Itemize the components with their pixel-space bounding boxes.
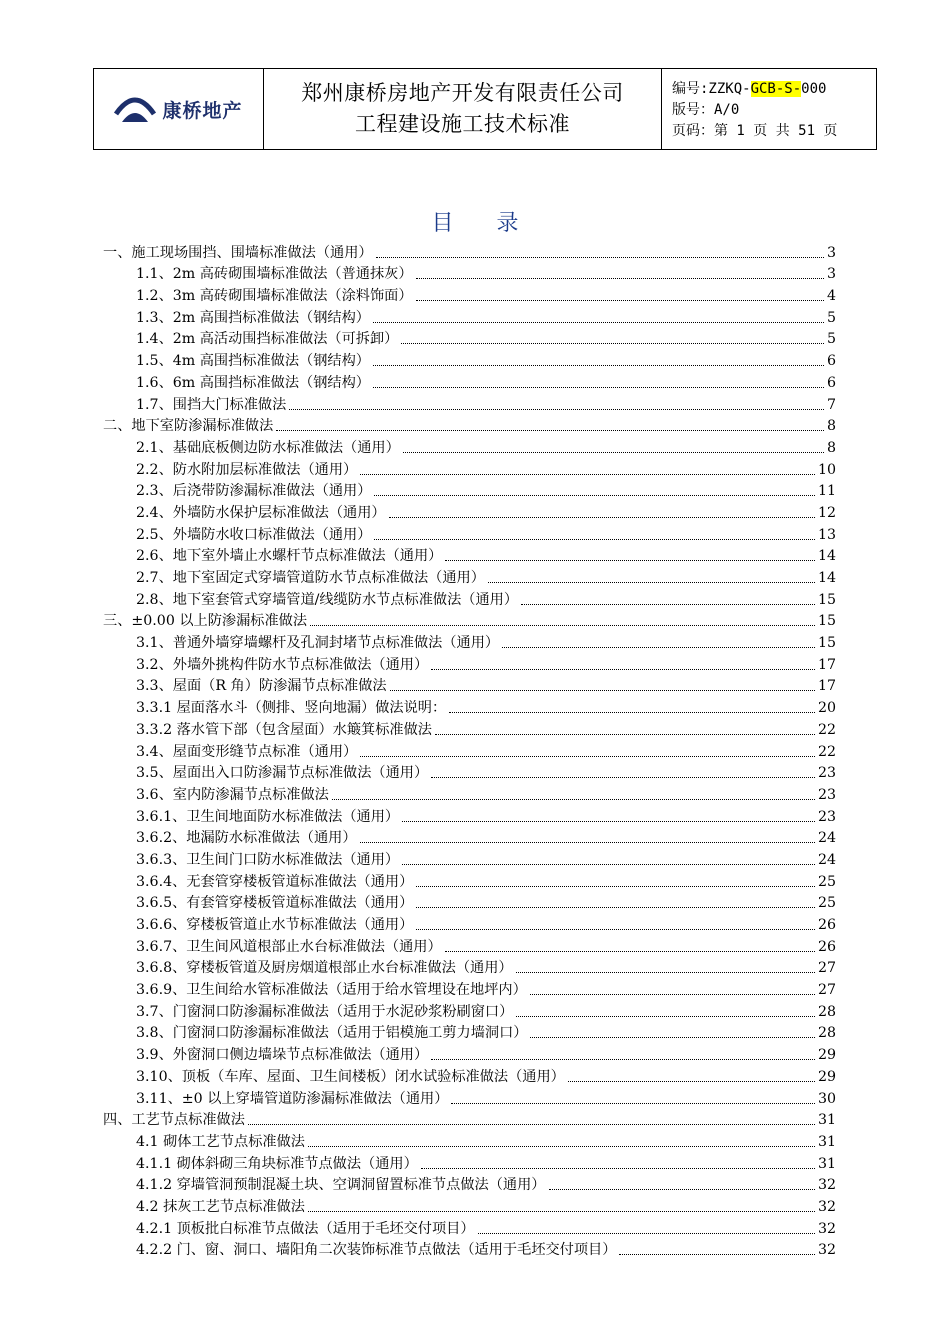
toc-entry[interactable] bbox=[103, 435, 836, 457]
toc-entry[interactable] bbox=[103, 522, 836, 544]
toc-entry[interactable] bbox=[103, 1108, 836, 1130]
toc-leader-dots bbox=[521, 604, 815, 605]
toc-entry-page: 23 bbox=[817, 786, 836, 803]
document-code: 编号:ZZKQ-GCB-S-000 bbox=[672, 81, 827, 97]
toc-entry[interactable] bbox=[103, 934, 836, 956]
code-highlight: GCB-S- bbox=[750, 81, 802, 97]
toc-leader-dots bbox=[502, 647, 815, 648]
toc-entry-title: 3.3.1 屋面落水斗（侧排、竖向地漏）做法说明： bbox=[136, 700, 447, 717]
toc-entry-title: 2.7、地下室固定式穿墙管道防水节点标准做法（通用） bbox=[136, 570, 485, 586]
toc-leader-dots bbox=[360, 842, 815, 843]
toc-entry-title: 1.7、围挡大门标准做法 bbox=[136, 396, 287, 413]
toc-leader-dots bbox=[308, 1146, 815, 1147]
toc-leader-dots bbox=[516, 1016, 815, 1017]
toc-entry-title: 4.2.1 顶板批白标准节点做法（适用于毛坯交付项目） bbox=[136, 1220, 475, 1237]
toc-entry-page: 27 bbox=[817, 960, 836, 977]
toc-entry-page: 10 bbox=[817, 461, 836, 478]
toc-entry[interactable] bbox=[103, 327, 836, 349]
toc-entry-title: 3.6.5、有套管穿楼板管道标准做法（通用） bbox=[136, 895, 414, 912]
toc-entry[interactable] bbox=[103, 1042, 836, 1064]
toc-entry-title: 一、施工现场围挡、围墙标准做法（通用） bbox=[103, 244, 373, 261]
toc-entry[interactable] bbox=[103, 587, 836, 609]
toc-entry-page: 20 bbox=[817, 700, 836, 717]
toc-entry-page: 8 bbox=[826, 418, 836, 435]
toc-entry-page: 25 bbox=[817, 895, 836, 912]
toc-entry-title: 2.1、基础底板侧边防水标准做法（通用） bbox=[136, 439, 400, 456]
toc-leader-dots bbox=[416, 886, 815, 887]
toc-entry-page: 24 bbox=[817, 851, 836, 868]
toc-entry-page: 5 bbox=[826, 331, 836, 348]
toc-entry[interactable] bbox=[103, 1216, 836, 1238]
toc-entry[interactable] bbox=[103, 500, 836, 522]
toc-leader-dots bbox=[403, 452, 824, 453]
toc-entry[interactable] bbox=[103, 652, 836, 674]
toc-entry-page: 13 bbox=[817, 526, 836, 543]
toc-entry[interactable] bbox=[103, 739, 836, 761]
toc-leader-dots bbox=[449, 712, 815, 713]
toc-entry-page: 8 bbox=[826, 439, 836, 456]
toc-entry-title: 3.9、外窗洞口侧边墙垛节点标准做法（通用） bbox=[136, 1047, 429, 1064]
toc-entry-page: 14 bbox=[817, 570, 836, 586]
toc-entry-page: 23 bbox=[817, 765, 836, 782]
company-logo bbox=[94, 69, 264, 149]
document-version: 版号：A/0 bbox=[672, 102, 740, 118]
toc-entry[interactable] bbox=[103, 891, 836, 913]
toc-entry-page: 32 bbox=[817, 1198, 836, 1215]
toc-entry-title: 2.5、外墙防水收口标准做法（通用） bbox=[136, 526, 372, 543]
toc-entry-page: 6 bbox=[826, 374, 836, 391]
toc-entry-page: 31 bbox=[817, 1112, 836, 1129]
toc-entry[interactable] bbox=[103, 1238, 836, 1260]
toc-entry-title: 3.10、顶板（车库、屋面、卫生间楼板）闭水试验标准做法（通用） bbox=[136, 1068, 565, 1085]
toc-entry-page: 31 bbox=[817, 1133, 836, 1150]
toc-leader-dots bbox=[516, 972, 815, 973]
document-header bbox=[93, 68, 877, 150]
toc-entry[interactable] bbox=[103, 826, 836, 848]
toc-entry[interactable] bbox=[103, 609, 836, 631]
toc-leader-dots bbox=[310, 625, 815, 626]
toc-leader-dots bbox=[389, 517, 815, 518]
toc-entry[interactable] bbox=[103, 782, 836, 804]
toc-entry-title: 3.6、室内防渗漏节点标准做法 bbox=[136, 786, 329, 803]
toc-leader-dots bbox=[416, 300, 824, 301]
toc-entry-title: 3.6.7、卫生间风道根部止水台标准做法（通用） bbox=[136, 938, 442, 955]
toc-entry-title: 1.5、4m 高围挡标准做法（钢结构） bbox=[136, 353, 370, 370]
toc-leader-dots bbox=[445, 951, 815, 952]
toc-entry-title: 1.2、3m 高砖砌围墙标准做法（涂料饰面） bbox=[136, 288, 413, 305]
toc-entry-title: 3.4、屋面变形缝节点标准（通用） bbox=[136, 743, 358, 760]
toc-leader-dots bbox=[373, 322, 824, 323]
toc-entry[interactable] bbox=[103, 1173, 836, 1195]
toc-entry-title: 4.1 砌体工艺节点标准做法 bbox=[136, 1133, 305, 1150]
toc-entry-title: 2.3、后浇带防渗漏标准做法（通用） bbox=[136, 483, 372, 500]
toc-entry-page: 28 bbox=[817, 1003, 836, 1020]
toc-entry[interactable] bbox=[103, 1086, 836, 1108]
toc-leader-dots bbox=[373, 387, 824, 388]
toc-entry-page: 32 bbox=[817, 1177, 836, 1194]
toc-entry-title: 3.3、屋面（R 角）防渗漏节点标准做法 bbox=[136, 678, 387, 695]
toc-entry-page: 22 bbox=[817, 721, 836, 738]
toc-leader-dots bbox=[568, 1081, 815, 1082]
toc-leader-dots bbox=[478, 1233, 815, 1234]
toc-leader-dots bbox=[360, 474, 815, 475]
toc-entry-title: 4.1.1 砌体斜砌三角块标准节点做法（通用） bbox=[136, 1155, 418, 1172]
toc-entry-page: 27 bbox=[817, 982, 836, 999]
toc-entry[interactable] bbox=[103, 956, 836, 978]
toc-entry-title: 3.5、屋面出入口防渗漏节点标准做法（通用） bbox=[136, 765, 429, 782]
toc-entry-title: 3.6.1、卫生间地面防水标准做法（通用） bbox=[136, 808, 400, 825]
toc-leader-dots bbox=[360, 756, 815, 757]
toc-entry-title: 1.3、2m 高围挡标准做法（钢结构） bbox=[136, 309, 370, 326]
toc-entry-page: 15 bbox=[817, 635, 836, 652]
toc-entry-title: 三、±0.00 以上防渗漏标准做法 bbox=[103, 613, 308, 630]
toc-entry-title: 3.6.3、卫生间门口防水标准做法（通用） bbox=[136, 851, 400, 868]
document-title: 工程建设施工技术标准 bbox=[355, 112, 570, 136]
toc-entry-title: 1.4、2m 高活动围挡标准做法（可拆卸） bbox=[136, 331, 399, 348]
toc-entry-page: 11 bbox=[817, 483, 836, 500]
toc-entry[interactable] bbox=[103, 479, 836, 501]
toc-leader-dots bbox=[416, 278, 824, 279]
toc-leader-dots bbox=[530, 1037, 814, 1038]
toc-entry-title: 3.3.2 落水管下部（包含屋面）水簸箕标准做法 bbox=[136, 721, 432, 738]
toc-entry-page: 31 bbox=[817, 1155, 836, 1172]
toc-entry-page: 30 bbox=[817, 1090, 836, 1107]
toc-entry-title: 3.2、外墙外挑构件防水节点标准做法（通用） bbox=[136, 656, 429, 673]
toc-entry-page: 6 bbox=[826, 353, 836, 370]
toc-leader-dots bbox=[530, 994, 815, 995]
toc-entry[interactable] bbox=[103, 674, 836, 696]
toc-entry[interactable] bbox=[103, 457, 836, 479]
logo-bridge-icon bbox=[114, 92, 156, 126]
toc-entry[interactable] bbox=[103, 305, 836, 327]
toc-entry-title: 3.6.9、卫生间给水管标准做法（适用于给水管埋设在地坪内） bbox=[136, 982, 527, 999]
toc-entry-page: 26 bbox=[817, 938, 836, 955]
toc-entry[interactable] bbox=[103, 761, 836, 783]
toc-entry-title: 1.1、2m 高砖砌围墙标准做法（普通抹灰） bbox=[136, 266, 413, 283]
toc-entry-page: 3 bbox=[826, 244, 836, 261]
toc-entry-page: 15 bbox=[817, 613, 836, 630]
toc-entry-page: 25 bbox=[817, 873, 836, 890]
toc-entry-page: 32 bbox=[817, 1220, 836, 1237]
toc-leader-dots bbox=[488, 582, 815, 583]
toc-entry-page: 29 bbox=[817, 1047, 836, 1064]
toc-leader-dots bbox=[402, 864, 815, 865]
toc-entry[interactable] bbox=[103, 977, 836, 999]
toc-entry-title: 2.4、外墙防水保护层标准做法（通用） bbox=[136, 504, 386, 521]
toc-entry-title: 3.6.4、无套管穿楼板管道标准做法（通用） bbox=[136, 873, 414, 890]
toc-leader-dots bbox=[431, 1059, 815, 1060]
toc-entry[interactable] bbox=[103, 1194, 836, 1216]
toc-entry[interactable] bbox=[103, 283, 836, 305]
toc-leader-dots bbox=[374, 539, 815, 540]
toc-leader-dots bbox=[308, 1211, 815, 1212]
toc-entry[interactable] bbox=[103, 392, 836, 414]
toc-entry[interactable] bbox=[103, 370, 836, 392]
toc-leader-dots bbox=[276, 430, 824, 431]
toc-entry-page: 17 bbox=[817, 656, 836, 673]
toc-entry-page: 4 bbox=[826, 288, 836, 305]
toc-entry-title: 3.1、普通外墙穿墙螺杆及孔洞封堵节点标准做法（通用） bbox=[136, 635, 500, 652]
toc-entry-page: 24 bbox=[817, 830, 836, 847]
toc-entry-page: 7 bbox=[826, 396, 836, 413]
toc-leader-dots bbox=[376, 257, 824, 258]
toc-leader-dots bbox=[445, 560, 815, 561]
toc-entry-page: 14 bbox=[817, 548, 836, 565]
toc-entry[interactable] bbox=[103, 240, 836, 262]
toc-leader-dots bbox=[416, 929, 815, 930]
document-meta bbox=[662, 69, 876, 149]
toc-leader-dots bbox=[390, 690, 815, 691]
toc-entry-title: 3.6.2、地漏防水标准做法（通用） bbox=[136, 830, 357, 847]
toc-leader-dots bbox=[374, 495, 815, 496]
toc-entry[interactable] bbox=[103, 1021, 836, 1043]
toc-leader-dots bbox=[431, 777, 815, 778]
toc-entry[interactable] bbox=[103, 847, 836, 869]
toc-entry-page: 23 bbox=[817, 808, 836, 825]
toc-entry[interactable] bbox=[103, 695, 836, 717]
toc-entry-title: 3.6.8、穿楼板管道及厨房烟道根部止水台标准做法（通用） bbox=[136, 960, 513, 977]
toc-entry[interactable] bbox=[103, 262, 836, 284]
toc-entry-title: 3.8、门窗洞口防渗漏标准做法（适用于铝模施工剪力墙洞口） bbox=[136, 1025, 528, 1042]
company-name: 郑州康桥房地产开发有限责任公司 bbox=[301, 81, 624, 105]
toc-entry-title: 4.1.2 穿墙管洞预制混凝土块、空调洞留置标准节点做法（通用） bbox=[136, 1177, 546, 1194]
toc-leader-dots bbox=[431, 669, 815, 670]
toc-entry[interactable] bbox=[103, 912, 836, 934]
toc-leader-dots bbox=[402, 821, 815, 822]
toc-entry[interactable] bbox=[103, 999, 836, 1021]
toc-entry[interactable] bbox=[103, 1151, 836, 1173]
toc-entry[interactable] bbox=[103, 414, 836, 436]
toc-entry-page: 26 bbox=[817, 917, 836, 933]
toc-entry-title: 3.11、±0 以上穿墙管道防渗漏标准做法（通用） bbox=[136, 1090, 449, 1107]
toc-entry-title: 四、工艺节点标准做法 bbox=[103, 1112, 245, 1129]
toc-entry-title: 二、地下室防渗漏标准做法 bbox=[103, 418, 274, 435]
toc-entry-page: 32 bbox=[817, 1242, 836, 1259]
toc-entry-page: 28 bbox=[817, 1025, 836, 1042]
toc-entry[interactable] bbox=[103, 717, 836, 739]
toc-entry-page: 29 bbox=[817, 1068, 836, 1085]
page-number: 页码：第 1 页 共 51 页 bbox=[672, 123, 838, 139]
toc-entry-title: 4.2.2 门、窗、洞口、墙阳角二次装饰标准节点做法（适用于毛坯交付项目） bbox=[136, 1242, 617, 1259]
toc-entry[interactable] bbox=[103, 804, 836, 826]
logo-text: 康桥地产 bbox=[162, 99, 243, 122]
toc-entry-title: 3.6.6、穿楼板管道止水节标准做法（通用） bbox=[136, 917, 414, 933]
toc-entry-page: 5 bbox=[826, 309, 836, 326]
toc-leader-dots bbox=[289, 409, 824, 410]
toc-entry[interactable] bbox=[103, 869, 836, 891]
toc-entry[interactable] bbox=[103, 630, 836, 652]
toc-leader-dots bbox=[401, 343, 824, 344]
toc-leader-dots bbox=[421, 1168, 815, 1169]
toc-entry-title: 4.2 抹灰工艺节点标准做法 bbox=[136, 1198, 305, 1215]
toc-leader-dots bbox=[332, 799, 815, 800]
toc-entry-page: 22 bbox=[817, 743, 836, 760]
toc-entry[interactable] bbox=[103, 544, 836, 566]
toc-leader-dots bbox=[619, 1254, 815, 1255]
header-title-block bbox=[264, 69, 662, 149]
toc-entry-title: 1.6、6m 高围挡标准做法（钢结构） bbox=[136, 374, 370, 391]
toc-entry-title: 2.2、防水附加层标准做法（通用） bbox=[136, 461, 358, 478]
toc-leader-dots bbox=[549, 1189, 815, 1190]
toc-leader-dots bbox=[373, 365, 824, 366]
toc-entry[interactable] bbox=[103, 565, 836, 587]
toc-heading: 目 录 bbox=[431, 211, 537, 236]
toc-entry[interactable] bbox=[103, 1129, 836, 1151]
toc-entry-title: 2.6、地下室外墙止水螺杆节点标准做法（通用） bbox=[136, 548, 443, 565]
toc-leader-dots bbox=[451, 1103, 815, 1104]
toc-leader-dots bbox=[435, 734, 815, 735]
toc-leader-dots bbox=[248, 1124, 815, 1125]
table-of-contents bbox=[103, 240, 836, 1259]
toc-entry-title: 3.7、门窗洞口防渗漏标准做法（适用于水泥砂浆粉刷窗口） bbox=[136, 1003, 514, 1020]
toc-entry-page: 12 bbox=[817, 504, 836, 521]
toc-entry-page: 15 bbox=[817, 591, 836, 608]
toc-entry-page: 17 bbox=[817, 678, 836, 695]
toc-entry-title: 2.8、地下室套管式穿墙管道/线缆防水节点标准做法（通用） bbox=[136, 591, 519, 608]
toc-entry-page: 3 bbox=[826, 266, 836, 283]
toc-entry[interactable] bbox=[103, 1064, 836, 1086]
toc-leader-dots bbox=[416, 907, 815, 908]
toc-entry[interactable] bbox=[103, 348, 836, 370]
